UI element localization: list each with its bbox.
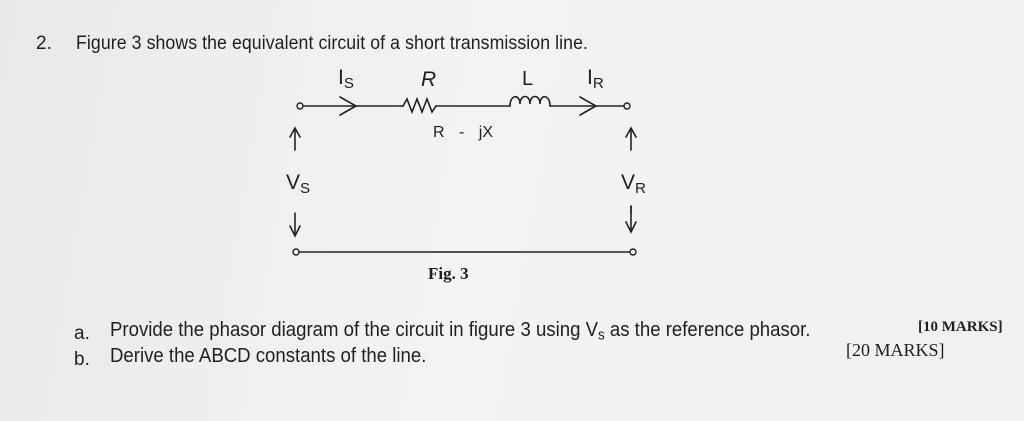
figure-caption: Fig. 3 [428, 264, 469, 283]
terminal-top-left [297, 103, 303, 109]
label-ir: $I_R$ [587, 66, 604, 92]
label-vr: $V_R$ [621, 171, 646, 197]
terminal-bottom-right [630, 249, 636, 255]
label-vs: $V_S$ [286, 171, 311, 197]
part-b-text: Derive the ABCD constants of the line. [110, 345, 427, 367]
inductor-symbol [510, 97, 550, 107]
terminal-bottom-left [293, 249, 299, 255]
part-a-marks: [10 MARKS] [918, 319, 1003, 335]
label-l: L [522, 68, 534, 90]
part-a-letter: a. [74, 323, 90, 344]
question-number: 2. [36, 33, 52, 54]
resistor-symbol [403, 99, 436, 112]
label-r: R [421, 68, 437, 91]
impedance-label: R - jX [433, 124, 493, 141]
question-text: Figure 3 shows the equivalent circuit of a short transmission line. [76, 33, 589, 54]
terminal-top-right [624, 103, 630, 109]
part-a-text: Provide the phasor diagram of the circuit in figure 3 using $V_s$ as the reference phasor. [110, 319, 811, 344]
part-b-letter: b. [74, 349, 90, 370]
part-b-marks: [20 MARKS] [846, 340, 945, 360]
label-is: $I_S$ [338, 66, 354, 92]
